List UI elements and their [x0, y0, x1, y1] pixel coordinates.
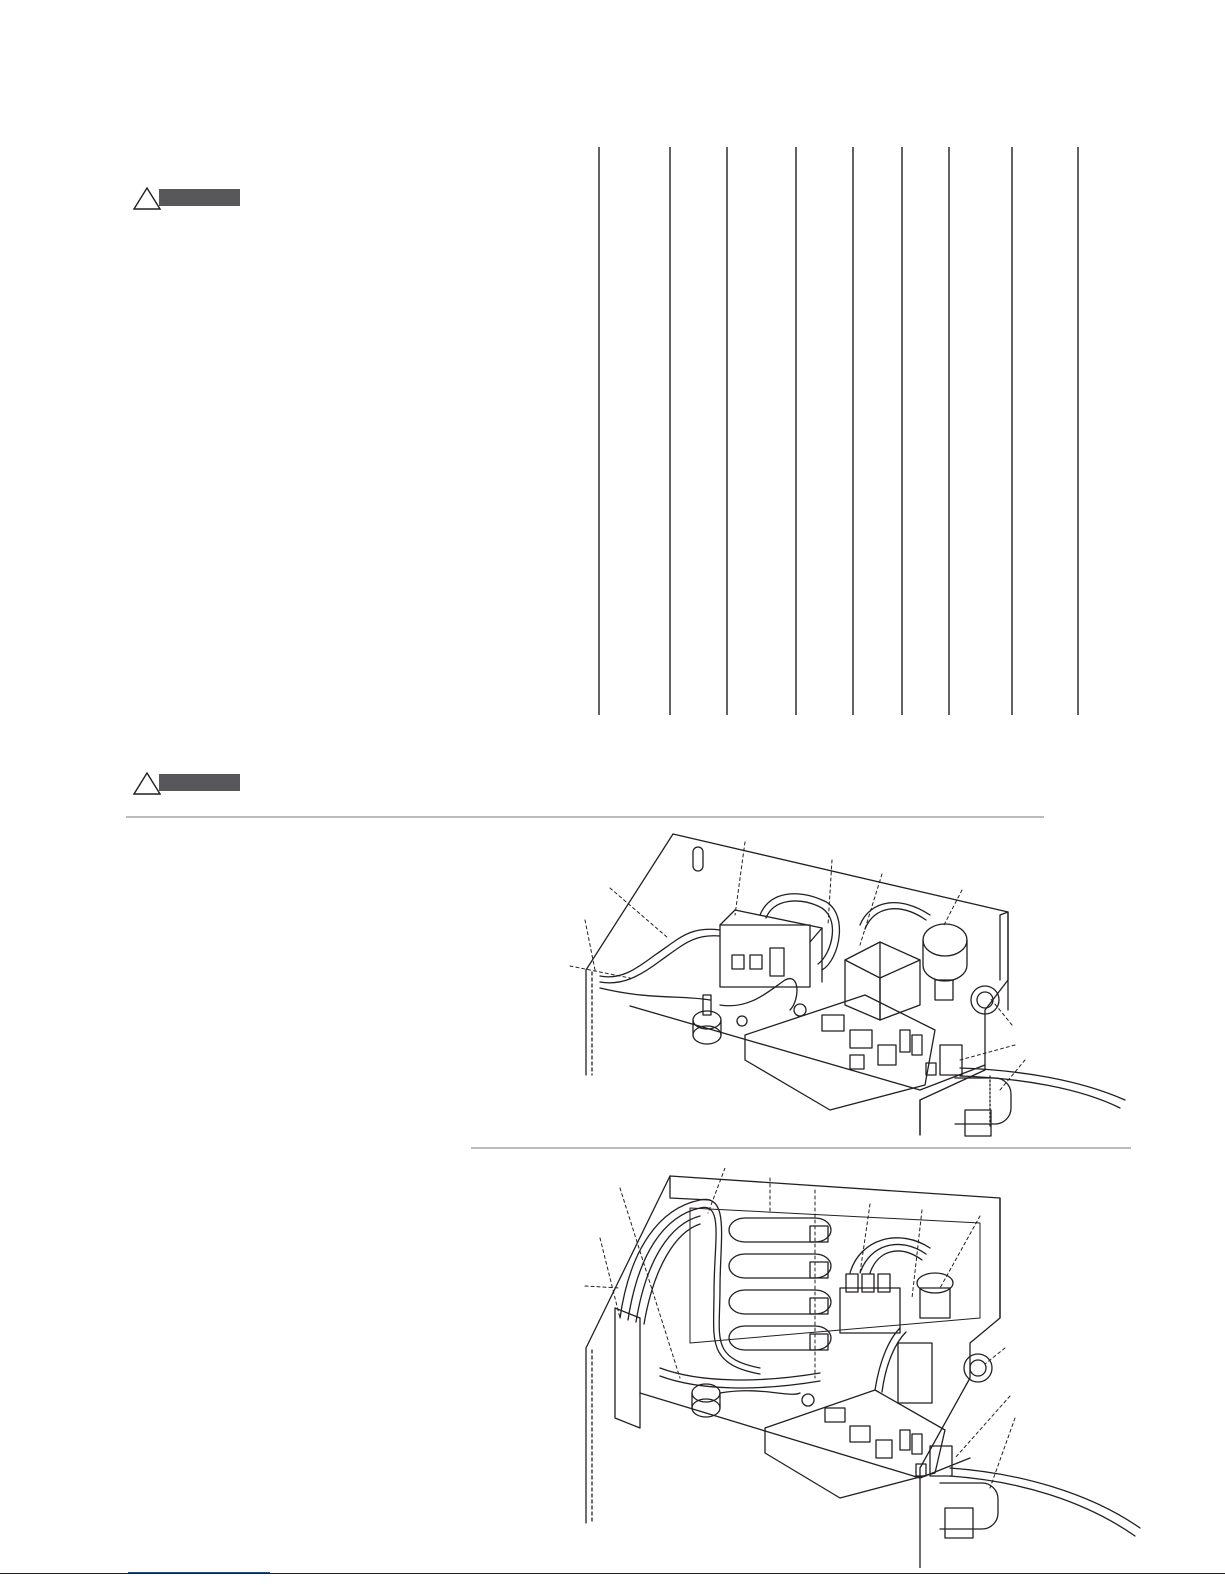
humidifier-cabinet-drawing-single-icon [560, 830, 1135, 1142]
table-frame [0, 0, 1225, 720]
figure-divider [471, 1147, 1131, 1149]
warning-label-bar [159, 774, 240, 791]
humidifier-cabinet-drawing-multi-cylinder-icon [560, 1168, 1150, 1568]
warning-triangle-icon [133, 772, 161, 796]
warning-badge [133, 772, 240, 792]
page-footer-rule [0, 1573, 1225, 1574]
footer-link-underline[interactable] [128, 1572, 270, 1573]
section-divider [126, 816, 1044, 818]
